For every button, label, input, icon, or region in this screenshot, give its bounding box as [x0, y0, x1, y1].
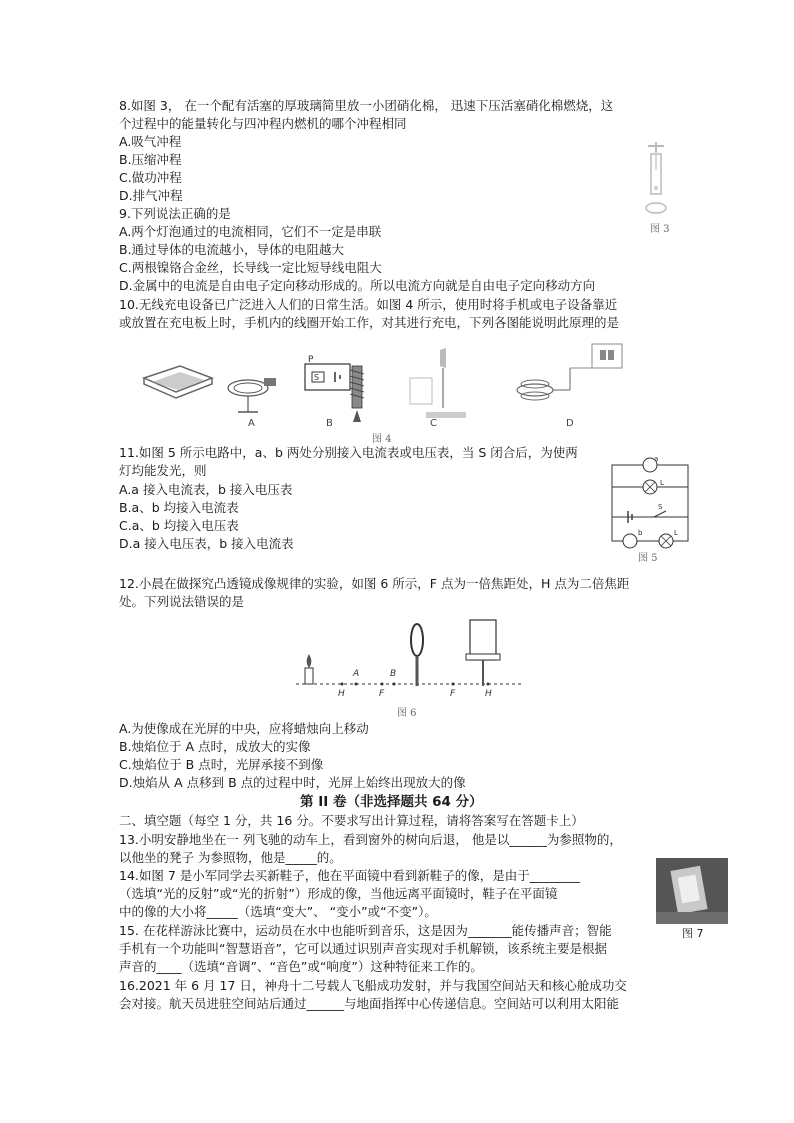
figure-3-caption: 图 3 — [650, 224, 670, 235]
q11-option-b: B.a、b 均接入电流表 — [119, 500, 239, 515]
fig4-diagram-a — [228, 378, 276, 412]
q8-option-a: A.吸气冲程 — [119, 134, 182, 149]
q9-stem: 9.下列说法正确的是 — [119, 206, 231, 221]
figure-5-circuit — [600, 455, 700, 550]
figure-3-piston-cylinder — [636, 140, 676, 220]
fig6-point-h-left: H — [338, 689, 345, 699]
q11-stem-line1: 11.如图 5 所示电路中，a、b 两处分别接入电流表或电压表，当 S 闭合后，为使两 — [119, 445, 578, 460]
q10-stem-line1: 10.无线充电设备已广泛进入人们的日常生活。如图 4 所示，使用时将手机或电子设备靠近 — [119, 297, 618, 312]
q11-option-a: A.a 接入电流表，b 接入电压表 — [119, 482, 293, 497]
q12-option-b: B.烛焰位于 A 点时，成放大的实像 — [119, 739, 311, 754]
q12-stem-line2: 处。下列说法错误的是 — [119, 594, 245, 609]
q9-option-a: A.两个灯泡通过的电流相同，它们不一定是串联 — [119, 224, 382, 239]
charging-pad-illustration — [144, 366, 212, 398]
svg-text:b: b — [638, 529, 643, 537]
fig4-label-b: B — [326, 418, 333, 429]
fig4-diagram-d — [517, 344, 622, 400]
q8-option-d: D.排气冲程 — [119, 188, 183, 203]
q15-line2: 手机有一个功能叫“智慧语音”，它可以通过识别声音实现对手机解锁，该系统主要是根据 — [119, 941, 607, 956]
q14-line1: 14.如图 7 是小军同学去买新鞋子，他在平面镜中看到新鞋子的像，是由于________ — [119, 868, 580, 883]
svg-text:a: a — [654, 455, 659, 463]
q15-line3: 声音的____（选填“音调”、“音色”或“响度”）这种特征来工作的。 — [119, 959, 483, 974]
svg-text:P: P — [308, 355, 314, 365]
fig4-label-c: C — [430, 418, 437, 429]
figure-5-caption: 图 5 — [638, 553, 658, 564]
fig4-diagram-b — [305, 355, 364, 422]
fig6-point-h-right: H — [485, 689, 492, 699]
figure-7-mirror-photo — [656, 858, 728, 924]
fig6-point-a: A — [353, 669, 360, 679]
q12-option-d: D.烛焰从 A 点移到 B 点的过程中时，光屏上始终出现放大的像 — [119, 775, 466, 790]
svg-text:L: L — [660, 479, 664, 487]
section-2-instructions: 二、填空题（每空 1 分，共 16 分。不要求写出计算过程，请将答案写在答题卡上） — [119, 813, 584, 828]
q12-option-a: A.为使像成在光屏的中央，应将蜡烛向上移动 — [119, 721, 369, 736]
q13-line2: 以他坐的凳子 为参照物，他是_____的。 — [119, 850, 342, 865]
figure-6-caption: 图 6 — [397, 708, 417, 719]
figure-4 — [140, 338, 640, 438]
q11-option-d: D.a 接入电压表，b 接入电流表 — [119, 536, 294, 551]
q15-line1: 15. 在花样游泳比赛中，运动员在水中也能听到音乐，这是因为_______能传播声音；智能 — [119, 923, 612, 938]
q9-option-b: B.通过导体的电流越小，导体的电阻越大 — [119, 242, 345, 257]
fig6-point-f-right: F — [450, 689, 456, 699]
q12-stem-line1: 12.小晨在做探究凸透镜成像规律的实验，如图 6 所示，F 点为一倍焦距处，H 点为二倍焦距 — [119, 576, 630, 591]
fig4-label-a: A — [248, 418, 255, 429]
svg-text:S: S — [658, 503, 663, 511]
q9-option-c: C.两根镍铬合金丝，长导线一定比短导线电阻大 — [119, 260, 382, 275]
q8-stem-line1: 8.如图 3， 在一个配有活塞的厚玻璃简里放一小团硝化棉， 迅速下压活塞硝化棉燃烧，这 — [119, 98, 614, 113]
section-2-title: 第 II 卷（非选择题共 64 分） — [300, 794, 483, 810]
q14-line3: 中的像的大小将_____（选填“变大”、 “变小”或“不变”）。 — [119, 904, 437, 919]
svg-text:L: L — [674, 529, 678, 537]
fig4-label-d: D — [566, 418, 574, 429]
q8-option-b: B.压缩冲程 — [119, 152, 182, 167]
fig4-diagram-c — [410, 348, 466, 418]
figure-4-caption: 图 4 — [372, 434, 392, 445]
q8-option-c: C.做功冲程 — [119, 170, 182, 185]
q12-option-c: C.烛焰位于 B 点时，光屏承接不到像 — [119, 757, 324, 772]
q11-stem-line2: 灯均能发光，则 — [119, 463, 207, 478]
q10-stem-line2: 或放置在充电板上时，手机内的线圈开始工作，对其进行充电，下列各图能说明此原理的是 — [119, 315, 620, 330]
q13-line1: 13.小明安静地坐在一 列飞驰的动车上，看到窗外的树向后退， 他是以______为参照物的， — [119, 832, 622, 847]
q14-line2: （选填“光的反射”或“光的折射”）形成的像，当他远离平面镜时，鞋子在平面镜 — [119, 886, 558, 901]
q16-line1: 16.2021 年 6 月 17 日，神舟十二号载人飞船成功发射，并与我国空间站天和核心舱成功交 — [119, 978, 627, 993]
fig6-point-b: B — [390, 669, 397, 679]
fig6-point-f-left: F — [379, 689, 385, 699]
figure-6-optical-bench — [290, 612, 530, 707]
svg-text:S: S — [314, 373, 320, 382]
q11-option-c: C.a、b 均接入电压表 — [119, 518, 239, 533]
q8-stem-line2: 个过程中的能量转化与四冲程内燃机的哪个冲程相同 — [119, 116, 407, 131]
q9-option-d: D.金属中的电流是自由电子定向移动形成的。所以电流方向就是自由电子定向移动方向 — [119, 278, 596, 293]
q16-line2: 会对接。航天员进驻空间站后通过______与地面指挥中心传递信息。空间站可以利用太阳能 — [119, 996, 620, 1011]
figure-7-caption: 图 7 — [682, 927, 704, 940]
